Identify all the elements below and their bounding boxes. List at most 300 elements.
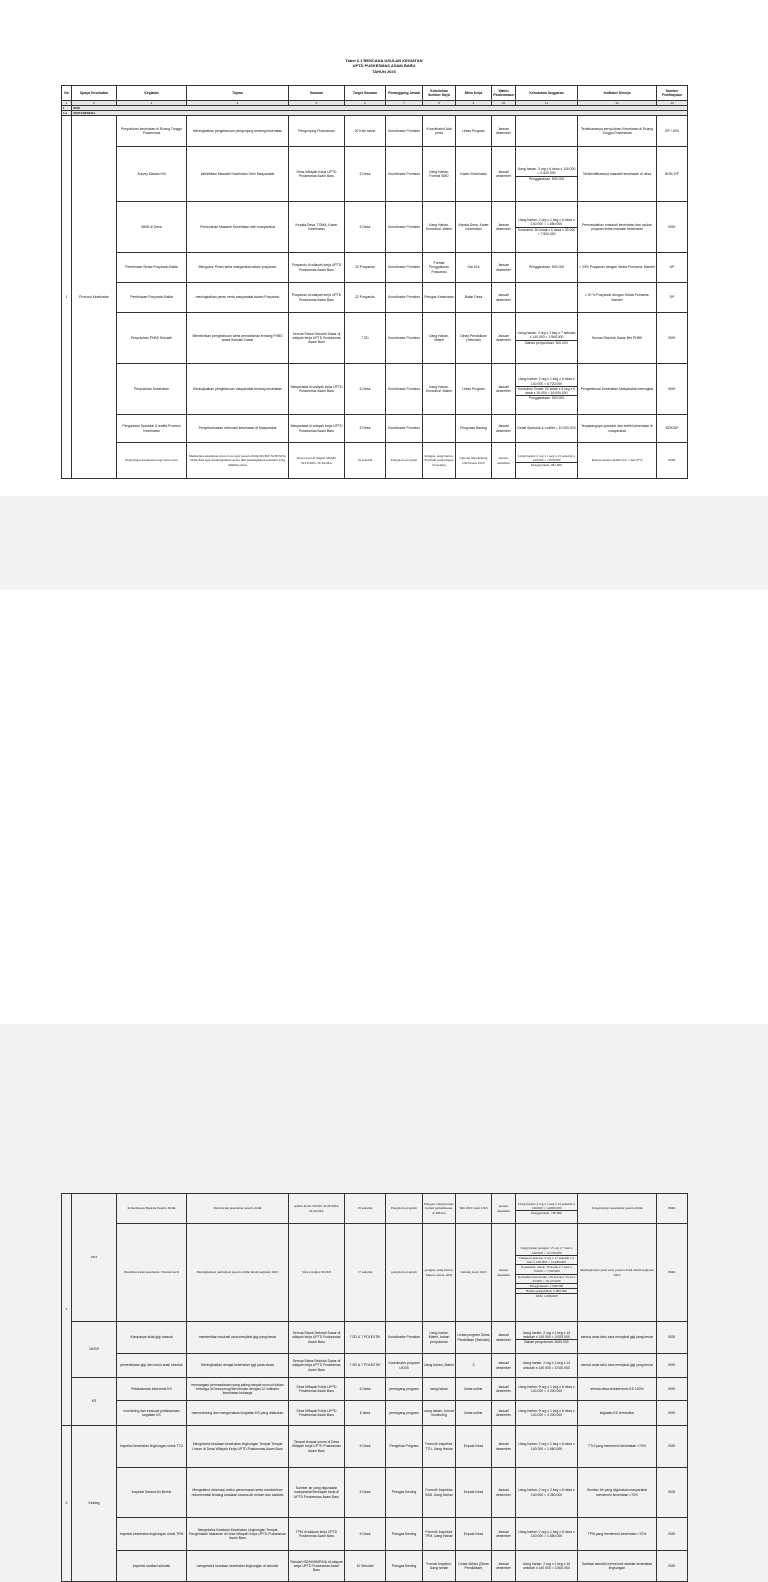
sasaran-cell: Kepala Desa, TOMA, Kader Kesehatan (289, 202, 345, 253)
tujuan-cell: Meningkatkan partisipasi peserta didik dalam kegiatan UKS (187, 1224, 289, 1322)
section-label: UKM (72, 106, 688, 111)
mitra-kerja-cell: Kader Kesehatan (456, 147, 492, 202)
anggaran-lines (516, 454, 577, 468)
target-cell: 6 Desa (345, 147, 386, 202)
sasaran-cell: semua Kelas SD/MI, SLTP/MTs, SLTA/MA (289, 1194, 345, 1224)
kegiatan-cell: Inspeksi sanitasi sekolah (117, 1551, 187, 1582)
sumber-pembiayaan-cell: DP (657, 253, 688, 283)
sasaran-cell: Posyandu di wilayah kerja UPTD Puskesmas Asam Baru (289, 253, 345, 283)
indikator-cell: Permasalahan masalah kesehatan dan usulan program lintas masalah kesehatan (578, 202, 657, 253)
tujuan-cell: Penyebarluasan informasi kesehatan di Masyarakat (187, 415, 289, 443)
anggaran-cell (516, 202, 578, 253)
anggaran-lines (516, 1385, 577, 1393)
sumber-pembiayaan-cell: BOK/DP (657, 415, 688, 443)
table-row (62, 313, 688, 364)
indikator-cell: Terpasangnya spanduk dan leaflet kesehatan di masyarakat (578, 415, 657, 443)
sasaran-cell: Semua Siswa Sekolah Dasar di wilayah kerja UPTD Puskesmas Asam Baru (289, 1322, 345, 1354)
sumber-daya-cell: petugas, uang harian, Materi, snack, ATK (423, 1224, 456, 1322)
table-row (62, 1468, 688, 1518)
section-number: I (62, 106, 72, 111)
tujuan-cell: Pemecahan Masalah Kesehatan oleh masyarakat (187, 202, 289, 253)
document-page-2 (0, 590, 768, 1573)
indikator-cell: Pengetahuan Kesehatan Masyarakat meningkat (578, 364, 657, 415)
column-number: 2 (72, 101, 117, 106)
mitra-kerja-cell: Lintas program Dinas Pendidikan (Sekolah) (456, 1322, 492, 1354)
sasaran-cell: Siswa tingkat SD/MI (289, 1224, 345, 1322)
sumber-pembiayaan-cell: BOK (657, 443, 688, 479)
kegiatan-cell: Pelatihan kader kesehatan / Dokter kecil (117, 1224, 187, 1322)
anggaran-line: Uang harian: 3 org x 6 desa x 140.000 = 2.520.000 (517, 167, 576, 176)
sumber-pembiayaan-cell: BOK (657, 1426, 688, 1468)
penanggung-jawab-cell: pemegang program (386, 1378, 423, 1401)
sumber-daya-cell: Petugas Kesehatan (423, 283, 456, 313)
sumber-pembiayaan-cell: BOK (657, 1551, 688, 1582)
column-number: 12 (578, 101, 657, 106)
anggaran-cell (516, 1378, 578, 1401)
target-cell: 22 Posyandu (345, 283, 386, 313)
table-row (62, 1194, 688, 1224)
waktu-cell: Januari desember (492, 253, 516, 283)
anggaran-lines (516, 218, 577, 236)
column-number: 13 (657, 101, 688, 106)
anggaran-line: Uang harian: 2 org x 1 keg x 7 sekolah x 140.000 = 1.960.000 (517, 331, 576, 340)
anggaran-line: Penggandaan: 500.000 (516, 176, 577, 181)
penanggung-jawab-cell: Koordinator Promkes (386, 202, 423, 253)
table-row (62, 364, 688, 415)
sumber-daya-cell: Formulir Inspektor TTU, Uang Harian (423, 1426, 456, 1468)
indikator-cell: > 20% Posyandu dengan Strata Purnama, Mandiri (578, 253, 657, 283)
anggaran-lines (516, 1246, 577, 1298)
target-cell: 6 Desa (345, 1426, 386, 1468)
sumber-pembiayaan-cell: BOK (657, 313, 688, 364)
sasaran-cell: Masyarakat di wilayah kerja UPTD Puskesmas Asam Baru (289, 415, 345, 443)
indikator-cell: TTU yang memenuhi kesehatan >70% (578, 1426, 657, 1468)
sumber-daya-cell: Uang Harian, Konsumsi, Materi (423, 202, 456, 253)
penanggung-jawab-cell: pengelola program (386, 1224, 423, 1322)
column-header: Kebutuhan Anggaran (516, 86, 578, 101)
row-number-cell: 1 (62, 116, 72, 479)
column-number: 6 (345, 101, 386, 106)
indikator-cell: Teridentifikasinya masalah kesehatan di desa (578, 147, 657, 202)
column-number: 1 (62, 101, 72, 106)
mitra-kerja-cell: Lintang lini skrining UKS/Guru UKS (456, 443, 492, 479)
anggaran-line: ATK: 1.000.000 (516, 1293, 577, 1298)
tujuan-cell: Monitoring kesehatan peserta didik (187, 1194, 289, 1224)
sumber-daya-cell: Koordinator/ Alat perta (423, 116, 456, 147)
target-cell: 25 sekolah (345, 443, 386, 479)
waktu-cell: Januari desember (492, 364, 516, 415)
indikator-cell: Meningkatnya jenis serta peserta didik dalam kegiatan UKS (578, 1224, 657, 1322)
anggaran-line: Uang harian: 2 org x 1 keg x 6 desa x 140.000 = 1.680.000 (518, 218, 575, 227)
anggaran-cell (516, 116, 578, 147)
column-header: Mitra Kerja (456, 86, 492, 101)
anggaran-line: Uang harian: 2 org x 1 keg x 6 desa x 140.000 = 6.720.000 (518, 377, 575, 386)
column-number: 7 (386, 101, 423, 106)
anggaran-cell (516, 415, 578, 443)
sumber-pembiayaan-cell: BOK (657, 1322, 688, 1354)
kegiatan-cell: Penyuluhan kesehatan di Ruang Tunggu Puskesmas (117, 116, 187, 147)
sumber-pembiayaan-cell: BOK (657, 1401, 688, 1426)
kegiatan-cell: Pemeriksaan Berkala Peserta Didik (117, 1194, 187, 1224)
anggaran-cell (516, 1426, 578, 1468)
sumber-pembiayaan-cell: BOK/ DP (657, 147, 688, 202)
mitra-kerja-cell: Kepala Desa (456, 1468, 492, 1518)
table-row (62, 1224, 688, 1322)
anggaran-lines (516, 1361, 577, 1369)
anggaran-cell (516, 364, 578, 415)
column-number: 3 (117, 101, 187, 106)
sumber-pembiayaan-cell: BOK (657, 1354, 688, 1378)
tujuan-cell: Mengetahui informasi resiko pencemaran serta memberikan rekomendasi tentang keadaan sarana air minum dan sanitasi (187, 1468, 289, 1518)
sumber-daya-cell: uang harian (423, 1378, 456, 1401)
upaya-kesehatan-cell: Promosi Kesehatan (72, 116, 117, 479)
tujuan-cell: Meningkatkan derajat kesehatan gigi pada siswa (187, 1354, 289, 1378)
target-cell: 6 desa (345, 1401, 386, 1426)
sumber-daya-cell: Petugas, uang harian, Formulir penjaringan Screening (423, 443, 456, 479)
kegiatan-cell: Penjaringan kesehatan bagi siswa baru (117, 443, 187, 479)
sasaran-cell: Siswa baru di tingkat SD/MI, SLTP/MTs, SLTA/MA (289, 443, 345, 479)
waktu-cell: Januari desember (492, 415, 516, 443)
sumber-daya-cell: Uang Harian, Format SMD (423, 147, 456, 202)
kegiatan-cell: Pengadaan Spanduk & leaflet Promosi Kesehatan (117, 415, 187, 443)
waktu-cell: Januari desember (492, 202, 516, 253)
sumber-pembiayaan-cell: DP / JKN (657, 116, 688, 147)
target-cell: 6 Desa (345, 1518, 386, 1551)
table-row (62, 283, 688, 313)
anggaran-line: Uang harian: 2 org x 1 keg x 14 sekolah x 140.000 = 3.920.000 (522, 1361, 571, 1370)
anggaran-cell (516, 253, 578, 283)
table-row (62, 1401, 688, 1426)
table-row (62, 147, 688, 202)
kegiatan-cell: Inspeksi kesehatan lingkungan untuk TPM (117, 1518, 187, 1551)
penanggung-jawab-cell: Petugas Kesling (386, 1518, 423, 1551)
waktu-cell: Januari desember (492, 147, 516, 202)
tujuan-cell: memonitoring dan mengevaluasi kegiatan KS yang dilakukan (187, 1401, 289, 1426)
sumber-daya-cell: Format Penggukuran Posyandu (423, 253, 456, 283)
anggaran-lines (516, 377, 577, 400)
kegiatan-cell: MMD di Desa (117, 202, 187, 253)
mitra-kerja-cell: Kepala Desa, Kader Kesehatan (456, 202, 492, 253)
target-cell: 17 sekolah (345, 1224, 386, 1322)
sasaran-cell: Desa Wilayah Kerja UPTD Puskesmas Asam Baru (289, 147, 345, 202)
anggaran-line: Konsumsi: snack: 70 kotak x 7 hari x 15.000 = 7.350.000 (516, 1264, 577, 1273)
anggaran-lines (516, 265, 577, 269)
table-year: TAHUN 2020 (372, 68, 396, 74)
kegiatan-cell: Pelaksanaan intervensi KS (117, 1378, 187, 1401)
anggaran-cell (516, 147, 578, 202)
anggaran-line: Penggandaan: 1.000.000 (516, 1283, 577, 1288)
anggaran-lines (516, 1530, 577, 1538)
waktu-cell: Januari desember (492, 1551, 516, 1582)
penanggung-jawab-cell: Koordinator Promkes (386, 415, 423, 443)
target-cell: 6 Desa (345, 202, 386, 253)
anggaran-cell (516, 283, 578, 313)
penanggung-jawab-cell: Koordinator Promkes (386, 147, 423, 202)
sumber-pembiayaan-cell: BOK (657, 202, 688, 253)
target-cell: 10 Sekolah (345, 1551, 386, 1582)
column-number: 8 (423, 101, 456, 106)
column-header: Tujuan (187, 86, 289, 101)
activity-plan-table-page-2 (61, 1193, 688, 1582)
anggaran-cell (516, 1518, 578, 1551)
column-header: Kebutuhan Sumber Daya (423, 86, 456, 101)
anggaran-line: Transport peserta: 3 org x 17 sekolah x 3 hari x 140.000 = 14.280.000 (516, 1255, 577, 1264)
waktu-cell: januari desember (492, 1194, 516, 1224)
kegiatan-cell: Penyuluhan Kesehatan (117, 364, 187, 415)
anggaran-lines (516, 1488, 577, 1496)
sasaran-cell: Semua Siswa Sekolah Dasar di wilayah kerja UPTD Puskesmas Asam Baru (289, 1354, 345, 1378)
anggaran-cell (516, 1551, 578, 1582)
tujuan-cell: Meningkatkan pengetahuan pengunjung tentang kesehatan (187, 116, 289, 147)
waktu-cell: Januari desember (492, 1426, 516, 1468)
tujuan-cell: Memeriksa kesehatan siswa baru agar peserta didik SD/MI/ SLTP/MTs, SLTA/MA agar meningkatkan secara dini kemungkinan kelainan yang dimiliki siswa (187, 443, 289, 479)
mitra-kerja-cell: kelas online (456, 1401, 492, 1426)
sumber-pembiayaan-cell: BOK (657, 1518, 688, 1551)
anggaran-lines (516, 1409, 577, 1417)
anggaran-lines (516, 331, 577, 345)
anggaran-cell (516, 1194, 578, 1224)
column-header: Kegiatan (117, 86, 187, 101)
penanggung-jawab-cell: Pengelola program (386, 443, 423, 479)
target-cell: 6 Desa (345, 1468, 386, 1518)
kegiatan-cell: pemeriksaan gigi dan mulut anak sekolah (117, 1354, 187, 1378)
section-number: 1.a (62, 111, 72, 116)
waktu-cell: Januari desember (492, 1322, 516, 1354)
indikator-cell: Terpantaunya kesehatan peserta didik (578, 1194, 657, 1224)
penanggung-jawab-cell: Petugas Kesling (386, 1551, 423, 1582)
anggaran-line: Bahan penyuluhan: 3000.000 (516, 1339, 577, 1344)
sasaran-cell: Posyandu di wilayah kerja UPTD Puskesmas Asam Baru (289, 283, 345, 313)
tujuan-cell: Mengetahui Keadaan Kesehatan Lingkungan Tempat Pengelolaan Makanan di Desa Wilayah Kerja UPTD Puskesmas Asam Baru (187, 1518, 289, 1551)
mitra-kerja-cell: Lintas Program (456, 116, 492, 147)
sasaran-cell: Pengunjung Puskesmas (289, 116, 345, 147)
waktu-cell: Januari desember (492, 1468, 516, 1518)
waktu-cell: Januari desember (492, 116, 516, 147)
column-header: Target Sasaran (345, 86, 386, 101)
kegiatan-cell: Inspeksi kesehatan lingkungan untuk TTU (117, 1426, 187, 1468)
column-header: Upaya Kesehatan (72, 86, 117, 101)
waktu-cell: Januari desember (492, 1378, 516, 1401)
anggaran-cell (516, 313, 578, 364)
table-row (62, 1322, 688, 1354)
row-number-cell: 2 (62, 1194, 72, 1426)
indikator-cell: semua anak tahu cara menyikat gigi yang benar (578, 1322, 657, 1354)
table-row (62, 1426, 688, 1468)
indikator-cell: TPM yang memenuhi kesehatan >70% (578, 1518, 657, 1551)
target-cell: 7 SD (345, 313, 386, 364)
sumber-daya-cell: Formulir Inspektor SAB, Uang Harian (423, 1468, 456, 1518)
activity-plan-table-page-1 (61, 85, 688, 479)
indikator-cell: Sanitasi sekolah memenuhi standar kesehatan lingkungan (578, 1551, 657, 1582)
sumber-daya-cell (423, 415, 456, 443)
anggaran-line: Uang harian: 2 org x 1 keg x 6 desa x 140.000 = 1.680.000 (518, 1442, 575, 1451)
anggaran-line: Uang harian: 5 org x 1 keg x 6 desa x 140.000 = 4.200.000 (518, 1384, 575, 1393)
tujuan-cell: meningkatkan peran serta masyarakat dalam Posyandu (187, 283, 289, 313)
anggaran-lines (516, 1202, 577, 1216)
sumber-daya-cell: Petugas, Uang harian, format pemeriksaan, P. KB Kit (423, 1194, 456, 1224)
penanggung-jawab-cell: Pengelola program (386, 1194, 423, 1224)
table-row (62, 116, 688, 147)
penanggung-jawab-cell: pemegang program (386, 1401, 423, 1426)
penanggung-jawab-cell: Koordinator Promkes (386, 116, 423, 147)
mitra-kerja-cell: 3 (456, 1354, 492, 1378)
sumber-pembiayaan-cell: BOK (657, 1378, 688, 1401)
document-page-1 (0, 0, 768, 496)
table-row (62, 1518, 688, 1551)
sasaran-cell: Desa Wilayah Kerja UPTD Puskesmas Asam Baru (289, 1378, 345, 1401)
sumber-daya-cell: Formulir Inspektor TPM, Uang Harian (423, 1518, 456, 1551)
target-cell: 6 Desa (345, 415, 386, 443)
tujuan-cell: Memberikan pengetahuan serta pemahaman tentang PHBS siswa Sekolah Dasar (187, 313, 289, 364)
mitra-kerja-cell: Tim UKS Guru UKS (456, 1194, 492, 1224)
sasaran-cell: Sumber air yang digunakan masyarakat Berbayah kerja di UPTD Puskesmas Asam Baru (289, 1468, 345, 1518)
penanggung-jawab-cell: Koordinator Promkes (386, 1322, 423, 1354)
upaya-kesehatan-cell: UKS (72, 1194, 117, 1322)
tujuan-cell: memangani permasalahan yang paling banyak muncul dalam keluarga di Desa pengintervensian dengan 12 indikator kesehatan keluarga (187, 1378, 289, 1401)
waktu-cell: Januari desember (492, 1401, 516, 1426)
column-header: No (62, 86, 72, 101)
mitra-kerja-cell: Bidan Desa (456, 283, 492, 313)
kegiatan-cell: Penyuluhan PHBS Sekolah (117, 313, 187, 364)
column-header: Waktu Pelaksanaan (492, 86, 516, 101)
anggaran-line: Penggandaan: 500.000 (516, 395, 577, 400)
penanggung-jawab-cell: Koordinator program UKGS (386, 1354, 423, 1378)
penanggung-jawab-cell: Koordinator Promkes (386, 253, 423, 283)
anggaran-lines (516, 1562, 577, 1570)
waktu-cell: Januari desember (492, 1354, 516, 1378)
column-header: Sumber Pembiayaan (657, 86, 688, 101)
anggaran-line: Detail Spanduk & Leaflet = 10.000.000 (517, 426, 576, 431)
target-cell: 6 Desa (345, 364, 386, 415)
sumber-daya-cell: Uang Harian, Konsumsi, Materi (423, 364, 456, 415)
anggaran-line: Penggandaan: 750.000 (516, 1210, 577, 1215)
kegiatan-cell: Kampanye sikat gigi massal (117, 1322, 187, 1354)
anggaran-line: Konsumsi: 50 kotak x 6 desa x 25.000 = 7.500.000 (517, 227, 576, 236)
sumber-pembiayaan-cell: BOK (657, 364, 688, 415)
anggaran-line: Uang harian: 5 org x 1 keg x 6 desa x 140.000 = 4.200.000 (518, 1408, 575, 1417)
indikator-cell: > 20 % Posyandu dengan Strata Purnama, Mandiri (578, 283, 657, 313)
table-subtitle: UPTD PUSKESMAS ASAM BARU (352, 63, 416, 69)
penanggung-jawab-cell: Koordinator Promkes (386, 283, 423, 313)
tujuan-cell: memberikan edukasi cara menyikat gigi yang benar (187, 1322, 289, 1354)
sasaran-cell: Semua Siswa Sekolah Dasar di wilayah kerja UPTD Puskesmas Asam Baru (289, 313, 345, 364)
target-cell: 22 Posyandu (345, 253, 386, 283)
sumber-daya-cell: Format Inspeksi, Uang harian (423, 1551, 456, 1582)
sumber-pembiayaan-cell: BOK (657, 1194, 688, 1224)
sumber-daya-cell: uang harian, format monitoring (423, 1401, 456, 1426)
sasaran-cell: Tempat tempat umum di Desa Wilayah kerja UPTD Puskesmas Asam Baru (289, 1426, 345, 1468)
target-cell: 7 SD & 7 POLEXTIK (345, 1354, 386, 1378)
waktu-cell: Januari desember (492, 443, 516, 479)
anggaran-lines (516, 426, 577, 430)
anggaran-line: Uang harian: 2 org x 1 keg x 14 sekolah x 140.000 = 3.920.000 (522, 1330, 571, 1339)
section-label: UKM ESENSIAL (72, 111, 688, 116)
indikator-cell: Peserta peserta didik baru > dari 97% (578, 443, 657, 479)
anggaran-line: Penggandaan: 981.000 (516, 462, 577, 467)
table-title: Tabel 6.1 RENCANA USULAN KEGIATAN (345, 58, 423, 63)
table-row (62, 202, 688, 253)
anggaran-line: Penggandaan: 500.000 (528, 265, 565, 270)
sumber-pembiayaan-cell: DP (657, 283, 688, 313)
anggaran-line: Uang harian: 2 org x 1 keg x 10 sekolah x 140.000 = 2.800.000 (522, 1561, 571, 1570)
indikator-cell: Sumber Air yang digunakan masyarakat memenuhi kesehatan >70% (578, 1468, 657, 1518)
anggaran-line: Uang harian: 2 org x 1 keg x 6 desa x 140.000 = 1.680.000 (518, 1529, 575, 1538)
column-number: 10 (492, 101, 516, 106)
column-number: 4 (187, 101, 289, 106)
target-cell: 7 SD & 7 POLEXTIK (345, 1322, 386, 1354)
mitra-kerja-cell: Lintang Guru UKS (456, 1224, 492, 1322)
column-header: Indikator Kinerja (578, 86, 657, 101)
indikator-cell: Terlaksananya penyuluhan Kesehatan di Ruang Tunggu Puskesmas (578, 116, 657, 147)
anggaran-cell (516, 1468, 578, 1518)
document-heading (0, 58, 768, 74)
anggaran-line: Konsumsi nasi kotak: 135 kotak x 3 hari x 25.000 = 10.125.000 (517, 1274, 576, 1283)
upaya-kesehatan-cell: KS (72, 1378, 117, 1426)
mitra-kerja-cell: Kepala Desa (456, 1518, 492, 1551)
penanggung-jawab-cell: Petugas Kesling (386, 1468, 423, 1518)
waktu-cell: Januari desember (492, 283, 516, 313)
anggaran-line: Uang harian: 4 org x 1 keg x 25 sekolah x 140.000 = 14.000.000 (518, 1201, 575, 1210)
anggaran-line: Uang harian: 2 org x 1 keg x 25 sekolah x 140.000 = 7.000.000 (518, 453, 575, 462)
sumber-daya-cell: Uang harian, Materi, bahan penyuluhan (423, 1322, 456, 1354)
kegiatan-cell: Inspeksi Sarana Air Bersih (117, 1468, 187, 1518)
anggaran-line: Bahan penyuluhan: 300.000 (516, 340, 577, 345)
anggaran-lines (516, 1331, 577, 1345)
column-number: 11 (516, 101, 578, 106)
anggaran-cell (516, 1401, 578, 1426)
tujuan-cell: Meningkatkan pengetahuan masyarakat tentang kesehatan (187, 364, 289, 415)
table-row (62, 415, 688, 443)
waktu-cell: Januari desember (492, 313, 516, 364)
anggaran-line: Uang harian petugas: 15 org x 7 hari x 140.000 = 14.700.000 (520, 1246, 573, 1255)
anggaran-line: Bahan penyuluhan: 2.000.000 (516, 1288, 577, 1293)
anggaran-cell (516, 1322, 578, 1354)
tujuan-cell: Mengetahui keadaan kesehatan lingkungan Tempat Tempat Umum di Desa Wilayah Kerja UPTD Puskesmas Asam Baru (187, 1426, 289, 1468)
upaya-kesehatan-cell: UKGS (72, 1322, 117, 1378)
sasaran-cell: Sekolah SD/MI/SMP/MA di wilayah kerja UPTD Puskesmas Asam Baru (289, 1551, 345, 1582)
kegiatan-cell: monitoring dan evaluasi pelaksanaan kegiatan KS (117, 1401, 187, 1426)
indikator-cell: Semua Sekolah Dasar Ber PHBS (578, 313, 657, 364)
mitra-kerja-cell: kelas online (456, 1378, 492, 1401)
column-header: Sasaran (289, 86, 345, 101)
column-number: 5 (289, 101, 345, 106)
anggaran-line: Konsumsi Snack: 50 kotak x 6 keg x 6 desa x 15.000 = 18.000.000 (517, 386, 576, 396)
waktu-cell: Januari desember (492, 1224, 516, 1322)
penanggung-jawab-cell: Koordinator Promkes (386, 364, 423, 415)
target-cell: 20 Kali/ tahun (345, 116, 386, 147)
mitra-kerja-cell: Kepala Desa (456, 1426, 492, 1468)
tujuan-cell: mengetahui keadaan kesehatan lingkungan di sekolah (187, 1551, 289, 1582)
upaya-kesehatan-cell: Kesling (72, 1426, 117, 1582)
table-row (62, 1354, 688, 1378)
kegiatan-cell: Pembinaan Posyandu Balita (117, 283, 187, 313)
waktu-cell: Januari desember (492, 1518, 516, 1551)
table-row (62, 1378, 688, 1401)
sasaran-cell: TPM di wilayah kerja UPTD Puskesmas Asam Baru (289, 1518, 345, 1551)
indikator-cell: semua anak tahu cara menyikat gigi yang benar (578, 1354, 657, 1378)
anggaran-cell (516, 443, 578, 479)
anggaran-lines (516, 167, 577, 181)
sumber-daya-cell: Uang Harian, Materi (423, 313, 456, 364)
anggaran-line: Uang harian: 2 org x 2 keg x 6 desa x 140.000 = 3.360.000 (518, 1488, 575, 1497)
sasaran-cell: Masyarakat di wilayah kerja UPTD Puskesmas Asam Baru (289, 364, 345, 415)
column-number: 9 (456, 101, 492, 106)
row-number-cell: 3 (62, 1426, 72, 1582)
table-row (62, 443, 688, 479)
mitra-kerja-cell: Dinas Pendidikan (Sekolah) (456, 313, 492, 364)
indikator-cell: kegiatan KS termonitor (578, 1401, 657, 1426)
penanggung-jawab-cell: Pengelola Program (386, 1426, 423, 1468)
